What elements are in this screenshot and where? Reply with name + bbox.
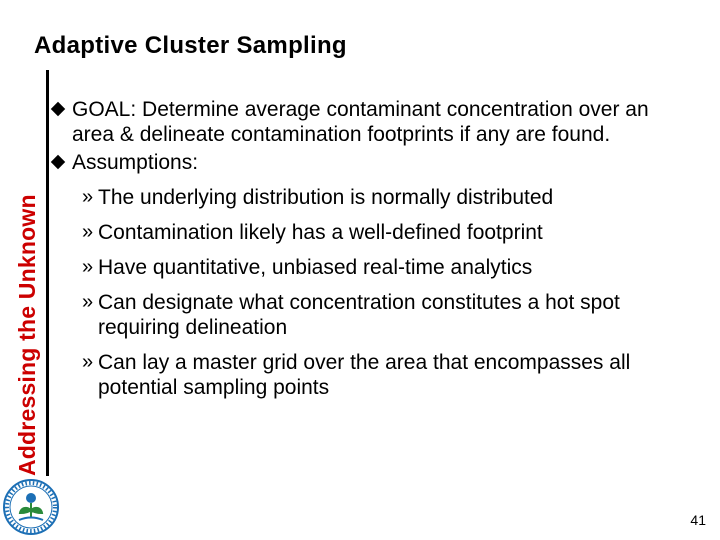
sub-bullet bbox=[52, 185, 692, 210]
sub-bullet-marker: » bbox=[82, 291, 94, 313]
sub-bullet-text: Have quantitative, unbiased real-time analytics bbox=[98, 256, 533, 279]
sub-bullet bbox=[52, 220, 692, 245]
bullet-list bbox=[52, 97, 692, 400]
sub-bullet-text: Can designate what concentration constitutes a hot spot requiring delineation bbox=[98, 291, 620, 339]
side-divider bbox=[46, 70, 49, 476]
bullet-text: Assumptions: bbox=[72, 151, 199, 174]
sub-bullet-marker: » bbox=[82, 351, 94, 373]
diamond-bullet-icon bbox=[51, 155, 65, 169]
bullet-assumptions bbox=[52, 150, 692, 175]
bullet-goal bbox=[52, 97, 692, 147]
sub-bullet bbox=[52, 255, 692, 280]
sub-bullet bbox=[52, 350, 692, 400]
sub-bullet-marker: » bbox=[82, 186, 94, 208]
bullet-text: GOAL: Determine average contaminant concentration over an area & delineate contamination footprints if any are found. bbox=[72, 98, 649, 146]
sub-bullet-marker: » bbox=[82, 221, 94, 243]
diamond-bullet-icon bbox=[51, 102, 65, 116]
page-number: 41 bbox=[690, 512, 706, 528]
epa-seal-icon bbox=[2, 478, 60, 536]
slide-title: Adaptive Cluster Sampling bbox=[34, 32, 347, 59]
side-label: Addressing the Unknown bbox=[14, 194, 40, 476]
sub-bullet-text: Can lay a master grid over the area that encompasses all potential sampling points bbox=[98, 351, 631, 399]
sub-bullet bbox=[52, 290, 692, 340]
sub-bullet-text: Contamination likely has a well-defined footprint bbox=[98, 221, 543, 244]
sub-bullet-text: The underlying distribution is normally distributed bbox=[98, 186, 554, 209]
sub-bullet-marker: » bbox=[82, 256, 94, 278]
